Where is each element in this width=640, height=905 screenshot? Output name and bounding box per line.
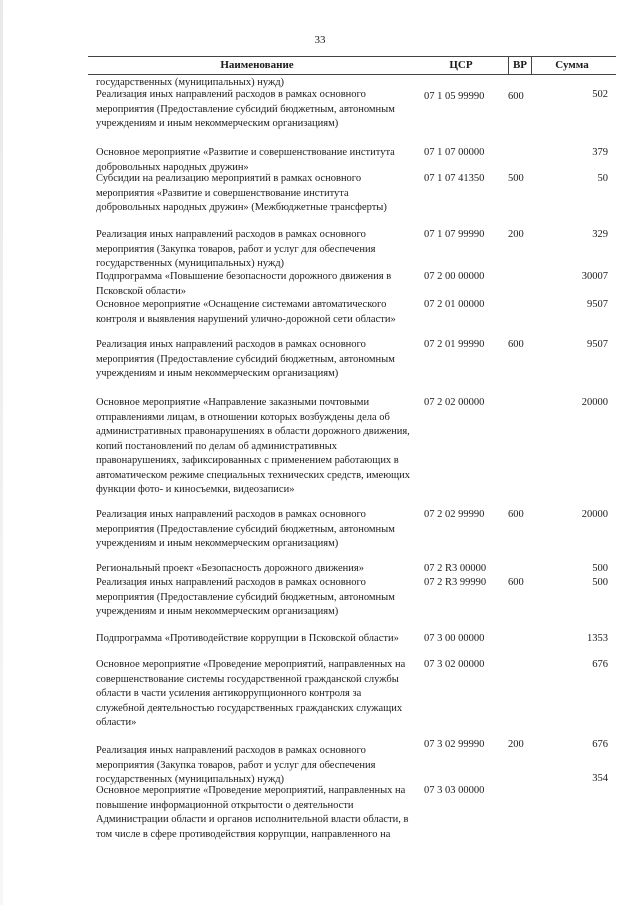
row-sum: 20000: [581, 509, 608, 520]
row-name: Основное мероприятие «Проведение мероприятий, направленных на повышение информационной открытости о деятельности Администрации области и органов исполнительной власти области, в том числе в сфере противодействия коррупции, направленного на: [96, 785, 409, 840]
row-csr: 07 1 05 99990: [424, 91, 485, 102]
row-sum: 30007: [581, 271, 608, 282]
row-sum: 50: [597, 173, 608, 184]
row-sum: 20000: [581, 397, 608, 408]
row-sum: 9507: [587, 339, 608, 350]
row-name: Реализация иных направлений расходов в рамках основного мероприятия (Предоставление субсидий бюджетным, автономным учреждениям и иным некоммерческим организациям): [96, 509, 395, 549]
row-sum: 379: [592, 147, 608, 158]
row-sum: 500: [592, 577, 608, 588]
scan-edge: [0, 0, 3, 905]
row-csr: 07 1 07 00000: [424, 147, 485, 158]
row-vr: 600: [508, 91, 524, 102]
row-csr: 07 2 R3 00000: [424, 563, 487, 574]
row-csr: 07 2 02 99990: [424, 509, 485, 520]
row-csr: 07 3 02 99990: [424, 739, 485, 750]
row-csr: 07 2 01 99990: [424, 339, 485, 350]
row-vr: 500: [508, 173, 524, 184]
row-sum: 676: [592, 659, 608, 670]
row-name: Реализация иных направлений расходов в рамках основного мероприятия (Закупка товаров, работ и услуг для обеспечения государственных (муниципальных) нужд): [96, 745, 376, 785]
row-name: государственных (муниципальных) нужд): [96, 77, 285, 88]
row-vr: 600: [508, 509, 524, 520]
header-vr: ВР: [508, 56, 532, 74]
header-bottom-rule: [88, 74, 616, 75]
row-csr: 07 1 07 41350: [424, 173, 485, 184]
row-name: Подпрограмма «Повышение безопасности дорожного движения в Псковской области»: [96, 271, 392, 297]
row-csr: 07 1 07 99990: [424, 229, 485, 240]
row-sum: 1353: [587, 633, 608, 644]
row-name: Основное мероприятие «Проведение мероприятий, направленных на совершенствование системы государственной гражданской службы области в части усиления антикоррупционного контроля за служебной деятельностью государственных гражданских служащих области»: [96, 659, 406, 728]
row-sum: 329: [592, 229, 608, 240]
row-csr: 07 3 00 00000: [424, 633, 485, 644]
row-sum: 9507: [587, 299, 608, 310]
row-csr: 07 3 02 00000: [424, 659, 485, 670]
row-csr: 07 2 00 00000: [424, 271, 485, 282]
header-csr: ЦСР: [449, 59, 473, 71]
row-name: Реализация иных направлений расходов в рамках основного мероприятия (Предоставление субсидий бюджетным, автономным учреждениям и иным некоммерческим организациям): [96, 339, 395, 379]
row-csr: 07 2 R3 99990: [424, 577, 487, 588]
row-name: Подпрограмма «Противодействие коррупции в Псковской области»: [96, 633, 399, 644]
header-sum: Сумма: [555, 59, 589, 71]
row-sum: 502: [592, 89, 608, 100]
row-vr: 600: [508, 577, 524, 588]
row-vr: 200: [508, 229, 524, 240]
row-name: Субсидии на реализацию мероприятий в рамках основного мероприятия «Развитие и совершенствование института добровольных народных дружин» (Межбюджетные трансферты): [96, 173, 387, 213]
row-name: Региональный проект «Безопасность дорожного движения»: [96, 563, 364, 574]
table-header: [88, 56, 616, 76]
row-name: Реализация иных направлений расходов в рамках основного мероприятия (Предоставление субсидий бюджетным, автономным учреждениям и иным некоммерческим организациям): [96, 577, 395, 617]
row-vr: 600: [508, 339, 524, 350]
row-name: Основное мероприятие «Развитие и совершенствование института добровольных народных дружин»: [96, 147, 395, 173]
row-sum: 354: [592, 773, 608, 784]
row-csr: 07 2 01 00000: [424, 299, 485, 310]
row-sum: 676: [592, 739, 608, 750]
row-name: Основное мероприятие «Оснащение системами автоматического контроля и выявления нарушений улично-дорожной сети области»: [96, 299, 396, 325]
page-number: 33: [314, 34, 326, 46]
row-csr: 07 2 02 00000: [424, 397, 485, 408]
row-vr: 200: [508, 739, 524, 750]
row-name: Основное мероприятие «Направление заказными почтовыми отправлениями лицам, в отношении которых возбуждены дела об административных правонарушениях в области дорожного движения, копий постановлений по делам об административных правонарушениях, зафиксированных с применением работающих в автоматическом режиме специальных технических средств, имеющих функции фото- и киносъемки, видеозаписи»: [96, 397, 411, 495]
row-name: Реализация иных направлений расходов в рамках основного мероприятия (Закупка товаров, работ и услуг для обеспечения государственных (муниципальных) нужд): [96, 229, 376, 269]
row-name: Реализация иных направлений расходов в рамках основного мероприятия (Предоставление субсидий бюджетным, автономным учреждениям и иным некоммерческим организациям): [96, 89, 395, 129]
row-sum: 500: [592, 563, 608, 574]
header-name: Наименование: [220, 59, 294, 71]
row-csr: 07 3 03 00000: [424, 785, 485, 796]
